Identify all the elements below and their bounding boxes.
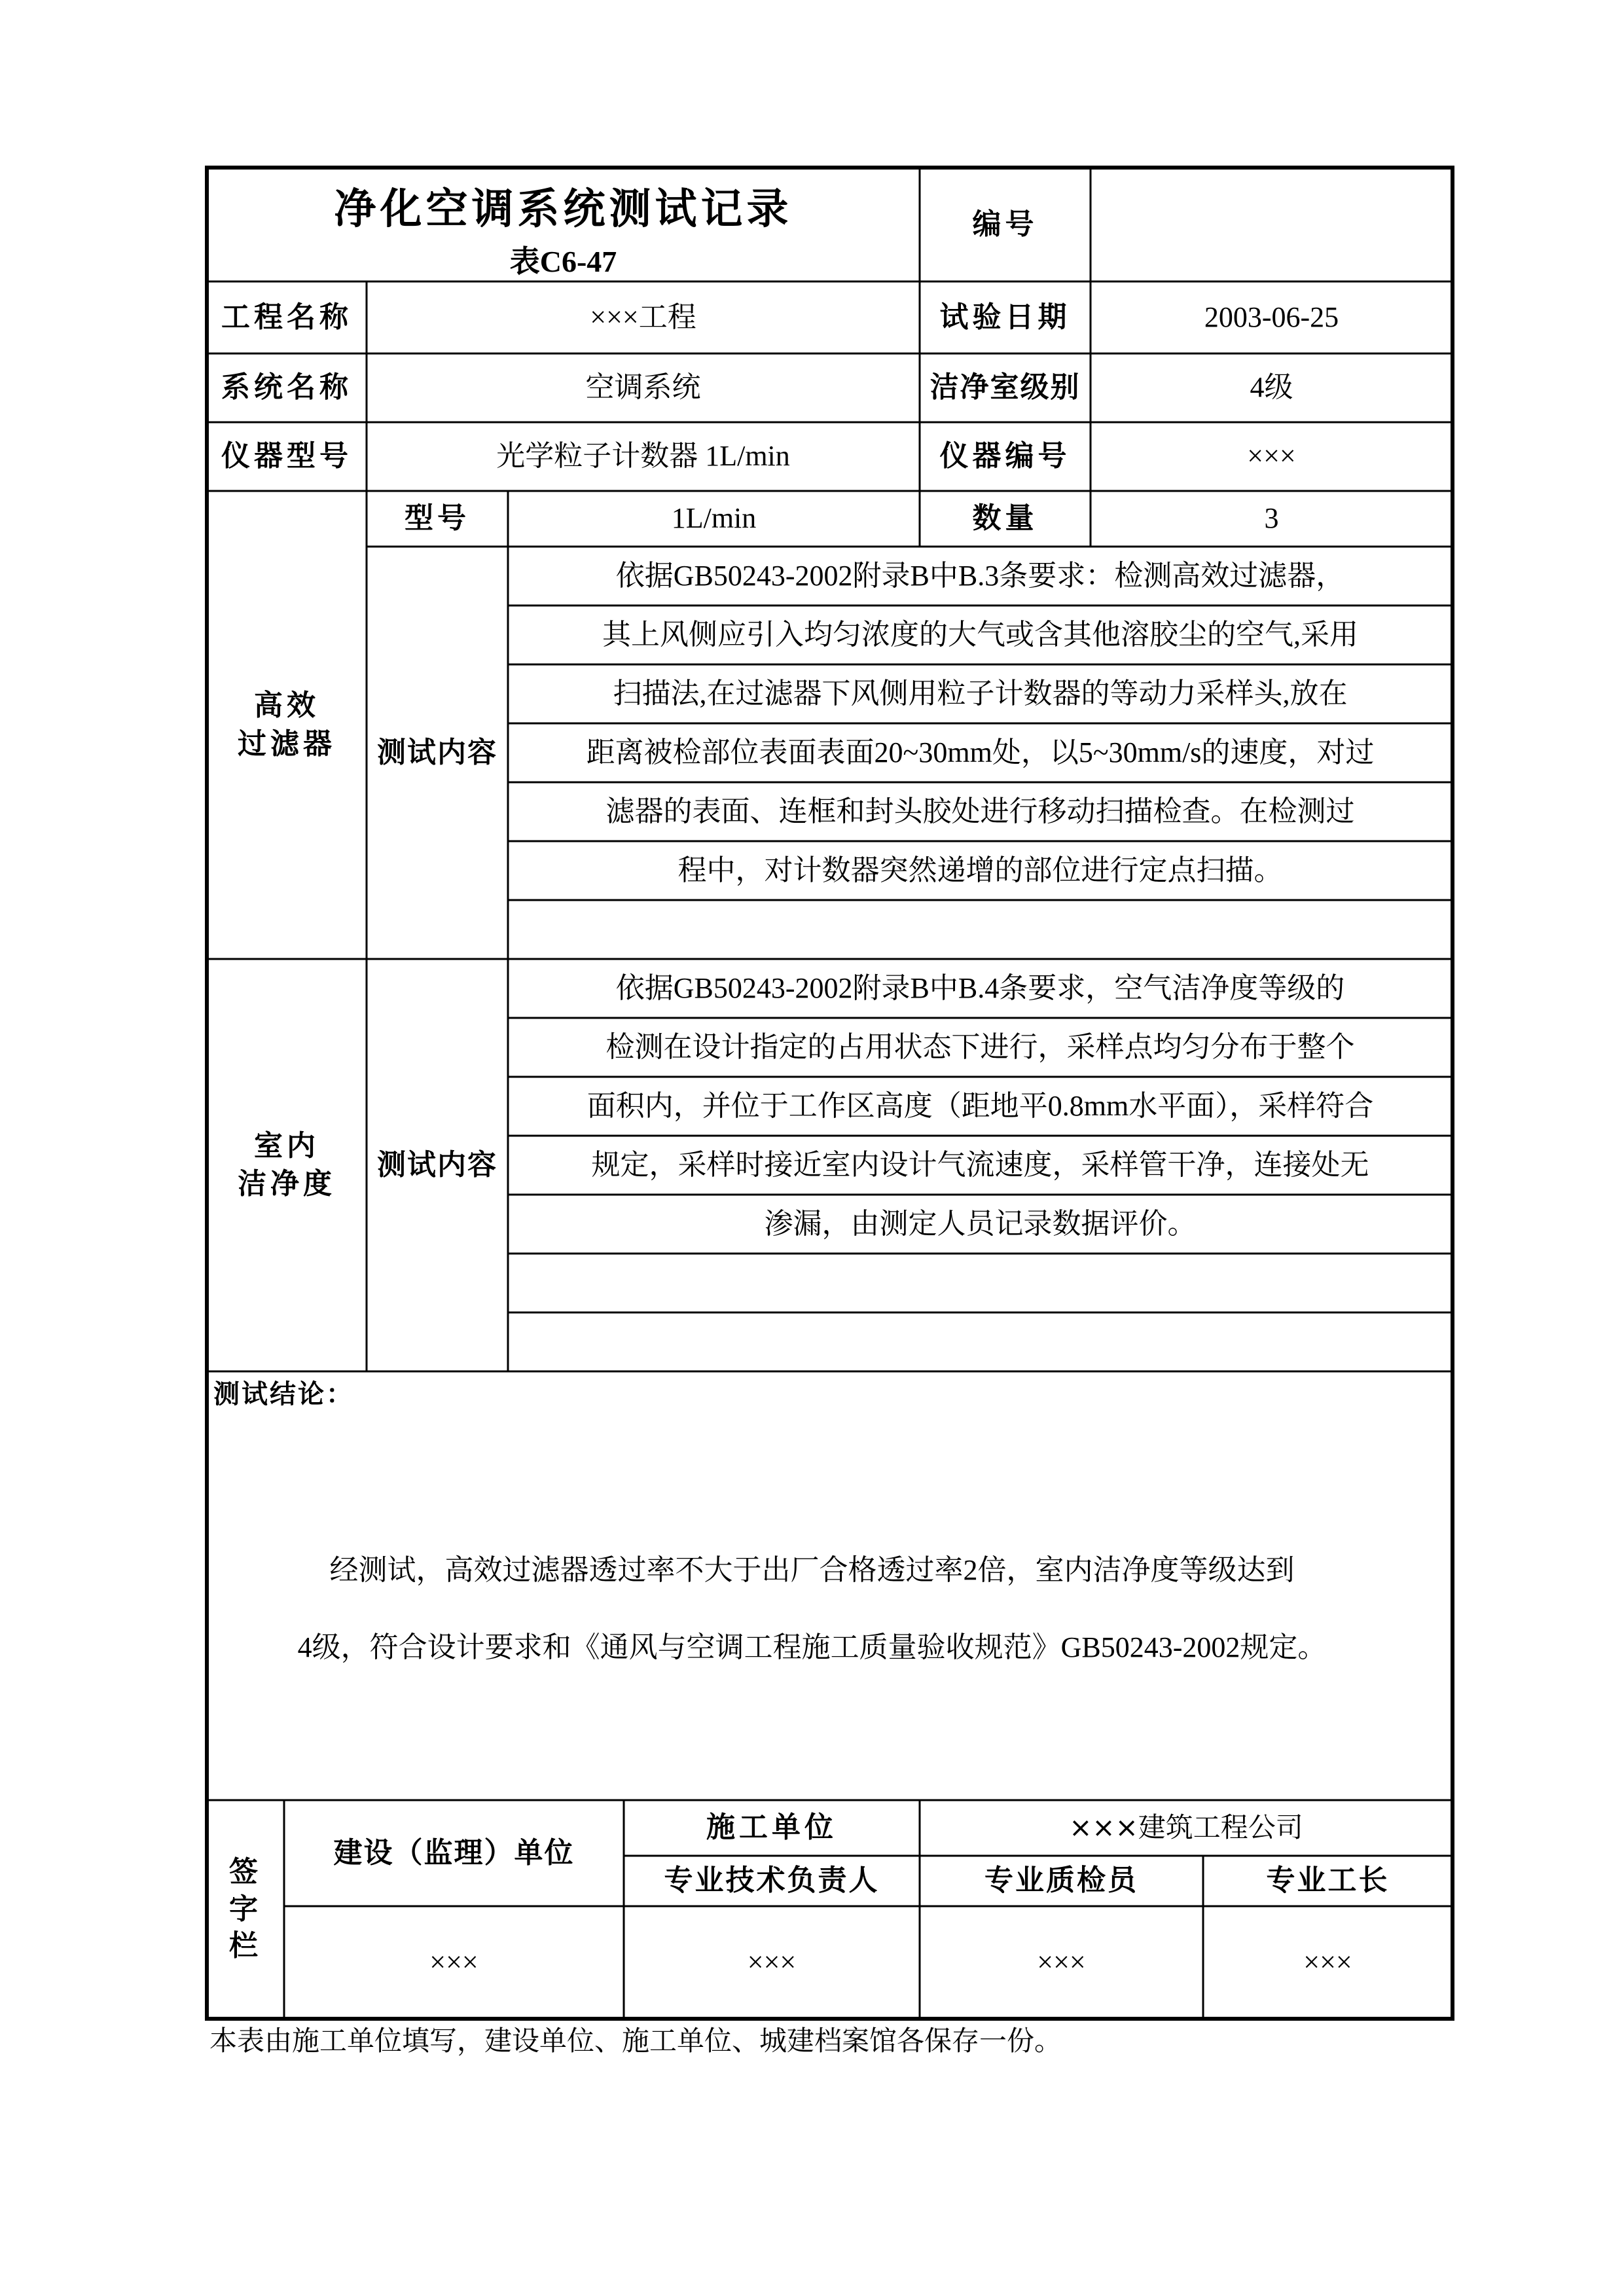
- signature-char: 字: [229, 1892, 262, 1926]
- owner-unit-label: 建设（监理）单位: [333, 1835, 575, 1870]
- owner-signature[interactable]: ×××: [429, 1945, 478, 1978]
- hepa-label-line2: 过滤器: [238, 727, 336, 761]
- project-name-value[interactable]: ×××工程: [590, 300, 696, 333]
- cleanliness-content-line: 检测在设计指定的占用状态下进行，采样点均匀分布于整个: [605, 1030, 1355, 1063]
- hepa-quantity-label: 数量: [972, 501, 1038, 535]
- project-name-label: 工程名称: [221, 300, 352, 334]
- hepa-content-label: 测试内容: [377, 735, 497, 769]
- cleanliness-content-line: [508, 1254, 1453, 1312]
- hepa-content-line: 距离被检部位表面表面20~30mm处，以5~30mm/s的速度，对过: [586, 736, 1375, 768]
- number-label: 编号: [972, 207, 1038, 241]
- conclusion-line1: 经测试，高效过滤器透过率不大于出厂合格透过率2倍，室内洁净度等级达到: [329, 1554, 1295, 1586]
- contractor-value[interactable]: ×××建筑工程公司: [1069, 1811, 1303, 1844]
- cleanliness-label-line1: 室内: [254, 1129, 319, 1163]
- conclusion-line2: 4级，符合设计要求和《通风与空调工程施工质量验收规范》GB50243-2002规定。: [297, 1631, 1327, 1663]
- cleanliness-content-line: 面积内，并位于工作区高度（距地平0.8mm水平面），采样符合: [586, 1089, 1374, 1122]
- instrument-model-value[interactable]: 光学粒子计数器 1L/min: [496, 440, 790, 473]
- test-date-label: 试验日期: [939, 300, 1071, 334]
- system-name-label: 系统名称: [221, 370, 352, 405]
- test-date-value[interactable]: 2003-06-25: [1204, 300, 1339, 333]
- qc-inspector-label: 专业质检员: [984, 1864, 1138, 1898]
- qc-inspector-signature[interactable]: ×××: [1037, 1945, 1086, 1978]
- signature-section-label: [207, 1800, 284, 2019]
- instrument-number-label: 仪器编号: [939, 439, 1071, 473]
- number-value[interactable]: [1091, 168, 1453, 281]
- hepa-label-line1: 高效: [254, 689, 319, 723]
- tech-lead-signature[interactable]: ×××: [747, 1945, 797, 1978]
- signature-char: 栏: [229, 1929, 262, 1963]
- signature-char: 签: [229, 1855, 262, 1889]
- conclusion-label: 测试结论：: [213, 1379, 354, 1409]
- hepa-quantity-value[interactable]: 3: [1264, 502, 1279, 535]
- footnote: 本表由施工单位填写，建设单位、施工单位、城建档案馆各保存一份。: [209, 2027, 1062, 2057]
- hepa-model-value[interactable]: 1L/min: [671, 502, 757, 535]
- hepa-content-line: 滤器的表面、连框和封头胶处进行移动扫描检查。在检测过: [605, 795, 1355, 827]
- foreman-signature[interactable]: ×××: [1303, 1945, 1352, 1978]
- cleanliness-content-line: 规定，采样时接近室内设计气流速度，采样管干净，连接处无: [591, 1148, 1369, 1181]
- tech-lead-label: 专业技术负责人: [664, 1864, 880, 1898]
- hepa-content-line: 程中，对计数器突然递增的部位进行定点扫描。: [677, 854, 1283, 886]
- hepa-content-line: [508, 900, 1453, 959]
- cleanliness-content-line: [508, 1312, 1453, 1371]
- cleanliness-content-label: 测试内容: [377, 1148, 497, 1182]
- cleanroom-class-value[interactable]: 4级: [1250, 371, 1293, 404]
- cleanliness-content-line: 渗漏，由测定人员记录数据评价。: [764, 1207, 1197, 1240]
- instrument-model-label: 仪器型号: [221, 439, 352, 473]
- cleanroom-class-label: 洁净室级别: [929, 370, 1081, 405]
- hepa-content-line: 依据GB50243-2002附录B中B.3条要求：检测高效过滤器，: [615, 559, 1345, 592]
- instrument-number-value[interactable]: ×××: [1247, 440, 1296, 473]
- contractor-label: 施工单位: [706, 1811, 837, 1845]
- foreman-label: 专业工长: [1266, 1864, 1390, 1898]
- hepa-section-label: [207, 491, 367, 959]
- form-code: 表C6-47: [509, 244, 617, 278]
- cleanliness-label-line2: 洁净度: [238, 1167, 336, 1201]
- hepa-content-line: 其上风侧应引入均匀浓度的大气或含其他溶胶尘的空气,采用: [602, 618, 1358, 651]
- cleanliness-section-label: [207, 959, 367, 1371]
- form-title: 净化空调系统测试记录: [334, 185, 793, 234]
- hepa-model-label: 型号: [405, 501, 470, 535]
- hepa-content-line: 扫描法,在过滤器下风侧用粒子计数器的等动力采样头,放在: [613, 677, 1348, 710]
- system-name-value[interactable]: 空调系统: [585, 371, 701, 404]
- cleanliness-content-line: 依据GB50243-2002附录B中B.4条要求，空气洁净度等级的: [615, 971, 1345, 1004]
